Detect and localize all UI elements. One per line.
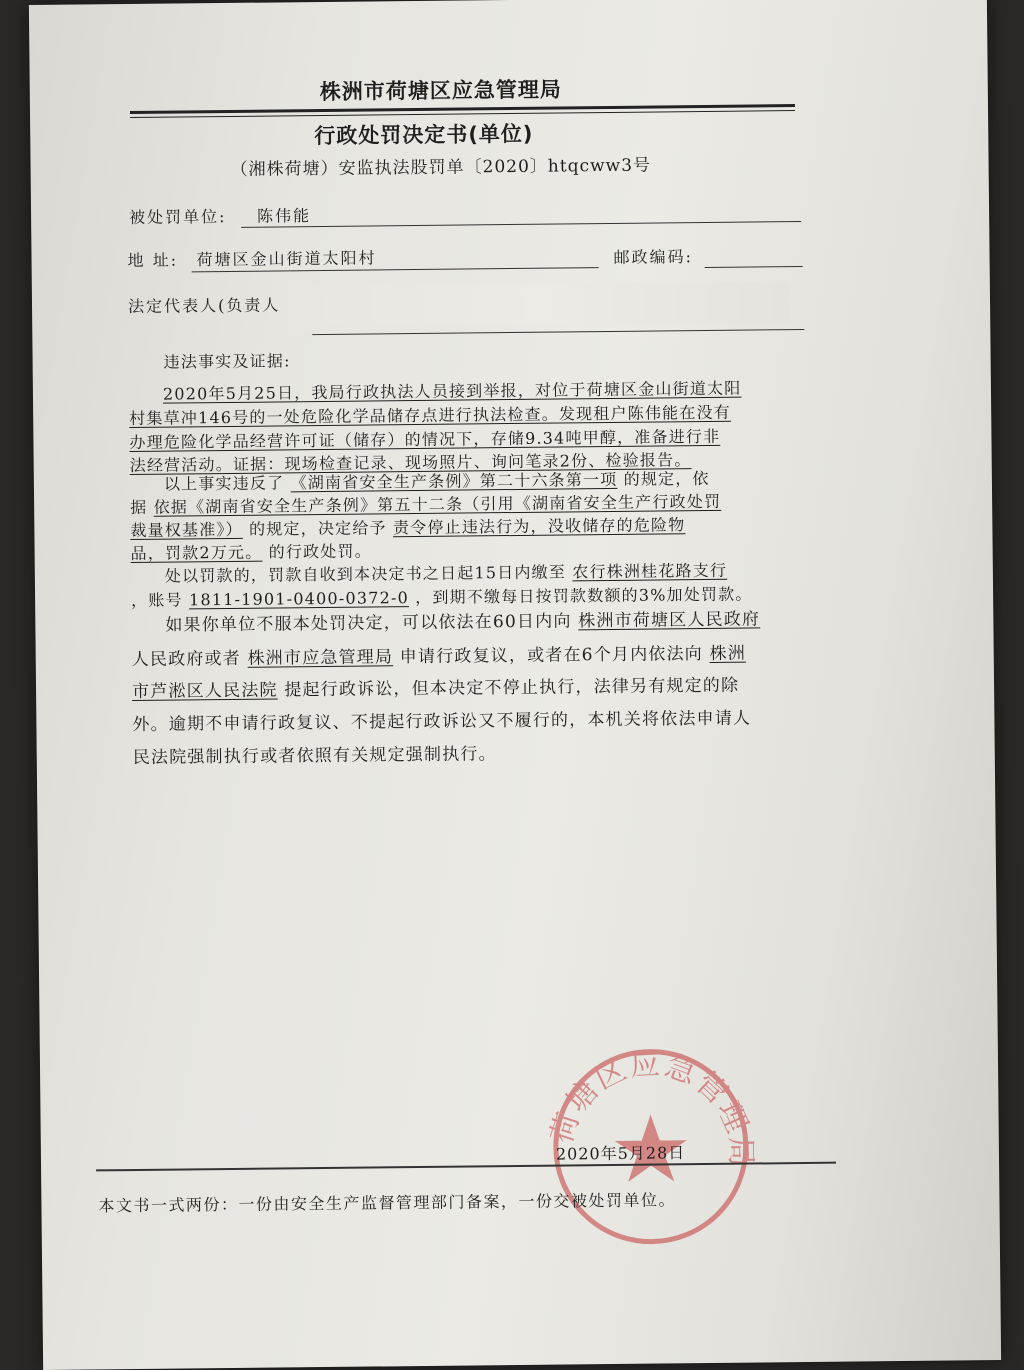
appeal-line-5: 民法院强制执行或者依照有关规定强制执行。 [132, 744, 497, 769]
penalized-party-underline [241, 221, 801, 228]
account-label: ，账号 [131, 590, 183, 611]
address-label: 地 址: [127, 250, 179, 271]
legal-rep-underline [312, 329, 804, 335]
appeal-line-2 [132, 639, 746, 670]
document-page [29, 0, 1001, 1370]
footnote: 本文书一式两份：一份由安全生产监督管理部门备案，一份交被处罚单位。 [98, 1190, 677, 1216]
bank-name: 农行株洲桂花路支行 [572, 560, 728, 582]
document-title: 行政处罚决定书(单位) [314, 121, 534, 149]
basis-prefix: 据 [130, 497, 148, 518]
postal-code-label: 邮政编码: [613, 247, 694, 267]
facts-line-2: 村集草冲146号的一处危险化学品储存点进行执法检查。发现租户陈伟能在没有 [129, 402, 732, 429]
legal-rep-label: 法定代表人(负责人 [127, 295, 281, 317]
violated-regulation: 《湖南省安全生产条例》第二十六条第一项 [290, 469, 618, 493]
violation-line-4 [130, 538, 372, 564]
seal-text: 荷塘区应急管理局 [544, 1046, 759, 1170]
header-rule [130, 104, 795, 114]
facts-line-3: 办理危险化学品经营许可证（储存）的情况下，存储9.34吨甲醇，准备进行非 [129, 426, 721, 453]
violation-line-3 [130, 512, 685, 541]
review-government: 株洲市荷塘区人民政府 [578, 609, 761, 632]
penalty-text-cont: 品，罚款2万元。 [130, 542, 263, 564]
agency-name: 株洲市荷塘区应急管理局 [319, 77, 562, 105]
document-number: （湘株荷塘）安监执法股罚单〔2020〕htqcww3号 [230, 155, 652, 180]
penalized-party-value: 陈伟能 [257, 206, 312, 226]
violation-prefix: 以上事实违反了 [163, 473, 285, 494]
appeal-line-4: 外。逾期不申请行政复议、不提起行政诉讼又不履行的，本机关将依法申请人 [132, 708, 752, 736]
court-name-b: 市芦淞区人民法院 [131, 680, 278, 703]
violation-suffix: 的规定，依 [623, 468, 710, 489]
address-value: 荷塘区金山街道太阳村 [196, 248, 377, 270]
appeal-prefix: 如果你单位不服本处罚决定，可以依法在60日内向 [165, 611, 572, 636]
redacted-area [290, 281, 790, 328]
decision-text: 的规定，决定给予 [248, 518, 387, 539]
court-name-a: 株洲 [709, 643, 747, 664]
facts-line-4: 法经营活动。证据：现场检查记录、现场照片、询问笔录2份、检验报告。 [129, 450, 692, 476]
legal-basis-cont: 裁量权基准》） [130, 519, 243, 541]
appeal-mid: 申请行政复议，或者在6个月内依法向 [399, 644, 704, 668]
postal-code-underline [705, 266, 803, 268]
facts-line-1: 2020年5月25日，我局行政执法人员接到举报，对位于荷塘区金山街道太阳 [162, 378, 742, 404]
decision-date: 2020年5月28日 [555, 1143, 686, 1164]
account-number: 1811-1901-0400-0372-0 [188, 588, 410, 610]
appeal-line-3 [132, 671, 739, 702]
penalty-suffix: 的行政处罚。 [268, 541, 372, 562]
legal-basis: 依据《湖南省安全生产条例》第五十二条（引用《湖南省安全生产行政处罚 [153, 491, 722, 517]
appeal-line-1 [165, 604, 760, 635]
appeal-or: 人民政府或者 [131, 648, 242, 671]
review-bureau: 株洲市应急管理局 [247, 647, 394, 669]
fine-prefix: 处以罚款的，罚款自收到本决定书之日起15日内缴至 [164, 562, 567, 586]
late-fee-text: ，到期不缴每日按罚款数额的3%加处罚款。 [415, 584, 753, 608]
facts-heading: 违法事实及证据: [163, 351, 291, 372]
penalty-text: 责令停止违法行为，没收储存的危险物 [392, 515, 686, 538]
appeal-litigation: 提起行政诉讼，但本决定不停止执行，法律另有规定的除 [284, 675, 740, 701]
penalized-party-label: 被处罚单位: [129, 206, 227, 228]
